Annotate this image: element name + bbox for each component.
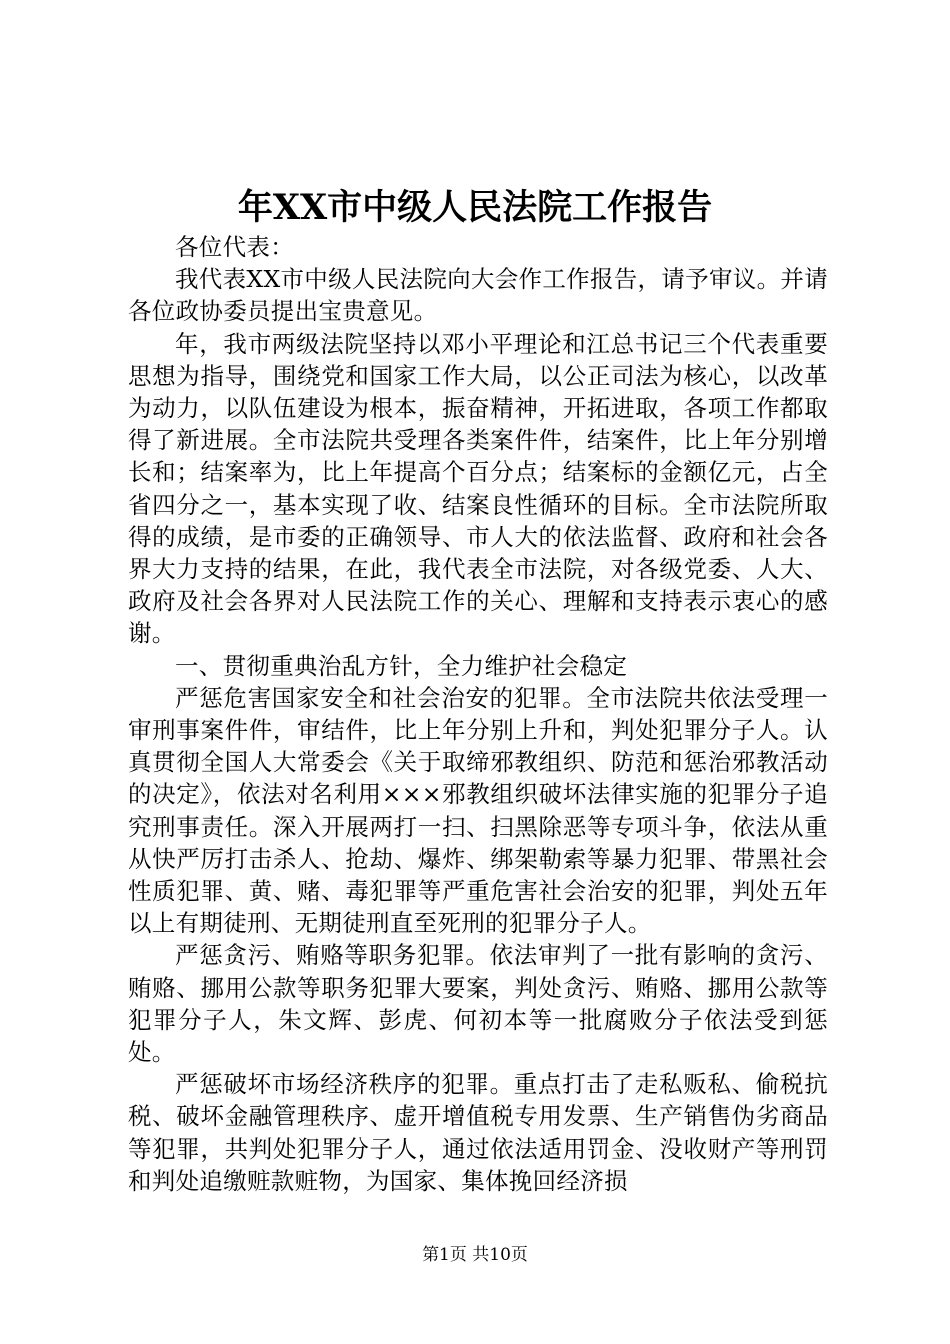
page-footer: 第1页 共10页: [422, 1245, 528, 1265]
document-body: [128, 231, 828, 1197]
body-paragraph: 严惩危害国家安全和社会治安的犯罪。全市法院共依法受理一审刑事案件件，审结件，比上年分别上升和，判处犯罪分子人。认真贯彻全国人大常委会《关于取缔邪教组织、防范和惩治邪教活动的决定》，依法对名利用×××邪教组织破坏法律实施的犯罪分子追究刑事责任。深入开展两打一扫、扫黑除恶等专项斗争，依法从重从快严厉打击杀人、抢劫、爆炸、绑架勒索等暴力犯罪、带黑社会性质犯罪、黄、赌、毒犯罪等严重危害社会治安的犯罪，判处五年以上有期徒刑、无期徒刑直至死刑的犯罪分子人。: [128, 683, 828, 938]
body-paragraph: 年，我市两级法院坚持以邓小平理论和江总书记三个代表重要思想为指导，围绕党和国家工作大局，以公正司法为核心，以改革为动力，以队伍建设为根本，振奋精神，开拓进取，各项工作都取得了新进展。全市法院共受理各类案件件，结案件，比上年分别增长和；结案率为，比上年提高个百分点；结案标的金额亿元，占全省四分之一，基本实现了收、结案良性循环的目标。全市法院所取得的成绩，是市委的正确领导、市人大的依法监督、政府和社会各界大力支持的结果，在此，我代表全市法院，对各级党委、人大、政府及社会各界对人民法院工作的关心、理解和支持表示衷心的感谢。: [128, 329, 828, 648]
body-paragraph: 我代表XX市中级人民法院向大会作工作报告，请予审议。并请各位政协委员提出宝贵意见。: [128, 265, 828, 326]
section-heading: 一、贯彻重典治乱方针，全力维护社会稳定: [175, 651, 628, 680]
body-paragraph: 严惩破坏市场经济秩序的犯罪。重点打击了走私贩私、偷税抗税、破坏金融管理秩序、虚开增值税专用发票、生产销售伪劣商品等犯罪，共判处犯罪分子人，通过依法适用罚金、没收财产等刑罚和判处追缴赃款赃物，为国家、集体挽回经济损: [128, 1070, 828, 1195]
body-paragraph: 严惩贪污、贿赂等职务犯罪。依法审判了一批有影响的贪污、贿赂、挪用公款等职务犯罪大要案，判处贪污、贿赂、挪用公款等犯罪分子人，朱文辉、彭虎、何初本等一批腐败分子依法受到惩处。: [128, 941, 828, 1067]
salutation-paragraph: 各位代表：: [175, 233, 294, 261]
page-title: 年XX市中级人民法院工作报告: [237, 187, 713, 228]
